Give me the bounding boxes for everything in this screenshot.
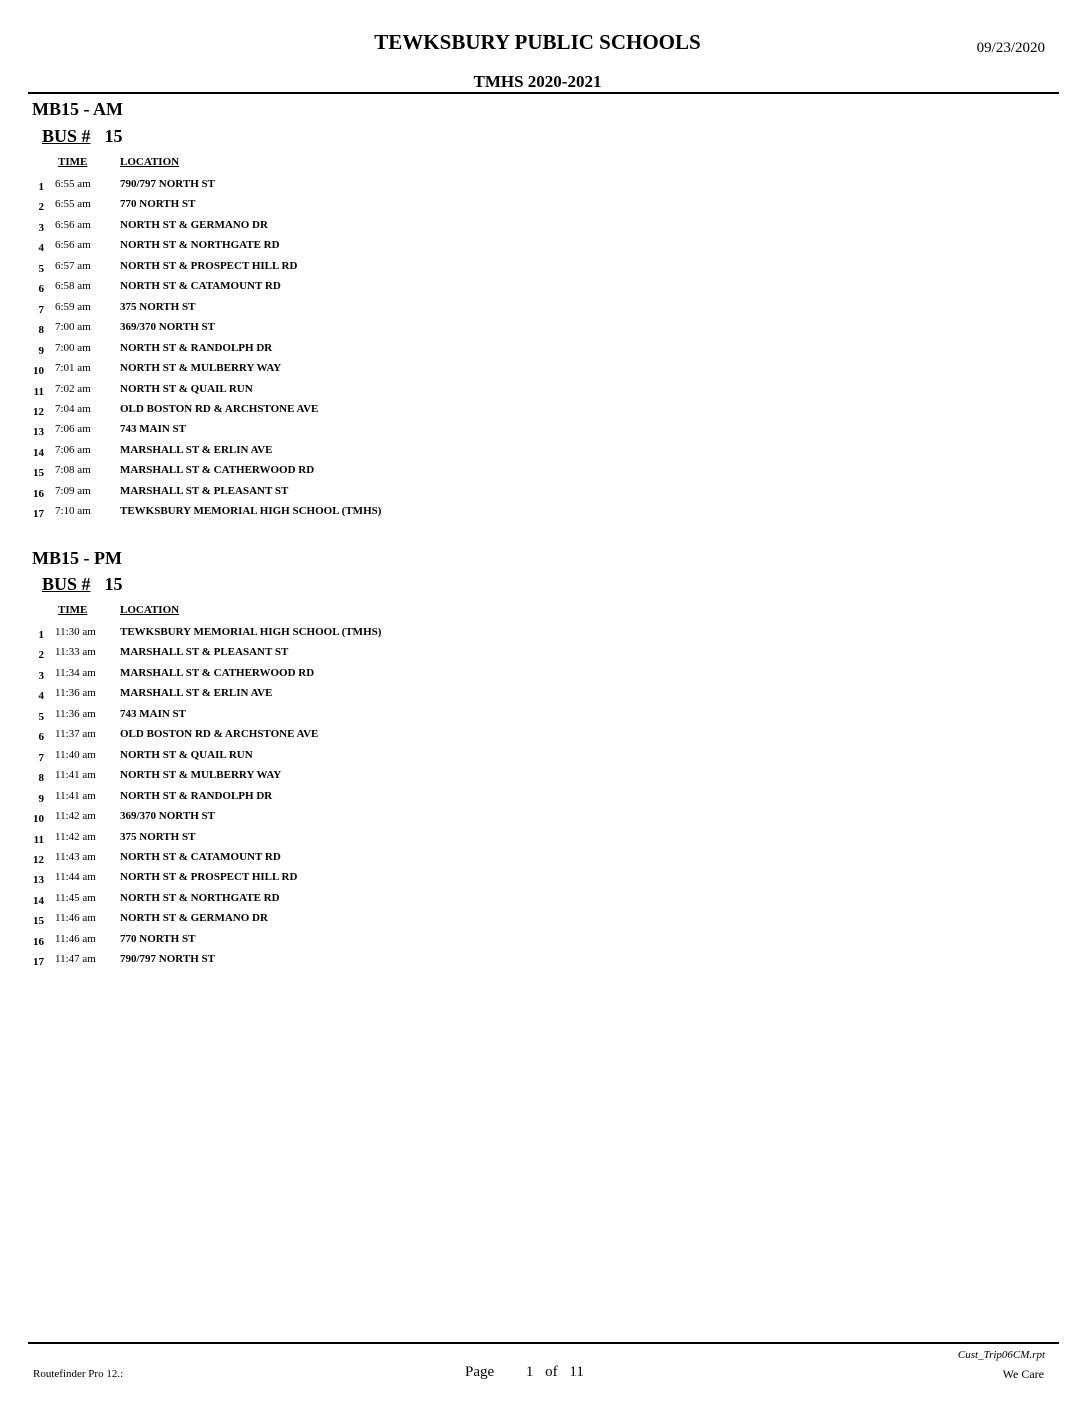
- stop-location: MARSHALL ST & PLEASANT ST: [120, 646, 289, 659]
- stop-time: 6:57 am: [55, 259, 91, 272]
- stop-row: [28, 301, 628, 321]
- stop-row: [28, 708, 628, 728]
- stop-number: 4: [38, 690, 44, 703]
- footer-tagline: We Care: [1002, 1367, 1044, 1381]
- stop-time: 6:59 am: [55, 300, 91, 313]
- stop-time: 11:42 am: [55, 830, 96, 843]
- stop-number: 1: [38, 181, 44, 193]
- footer-divider: [28, 1342, 1059, 1344]
- page-subtitle: TMHS 2020-2021: [473, 72, 602, 91]
- bus-number: 15: [104, 126, 123, 146]
- stop-number: 17: [33, 508, 44, 521]
- stop-time: 7:06 am: [55, 443, 91, 456]
- stop-number: 2: [38, 201, 44, 214]
- time-column-header: TIME: [58, 604, 88, 616]
- stop-time: 7:08 am: [55, 464, 91, 477]
- stop-row: [28, 239, 628, 259]
- stop-number: 13: [33, 426, 44, 439]
- stop-time: 11:46 am: [55, 932, 96, 945]
- stop-location: MARSHALL ST & ERLIN AVE: [120, 687, 273, 700]
- stop-number: 1: [38, 629, 44, 641]
- stop-location: 743 MAIN ST: [120, 423, 187, 436]
- stop-time: 11:45 am: [55, 891, 96, 904]
- stop-time: 7:06 am: [55, 423, 91, 436]
- stop-location: 369/370 NORTH ST: [120, 321, 215, 334]
- stop-number: 8: [38, 772, 44, 785]
- stop-time: 11:43 am: [55, 850, 96, 863]
- stop-time: 11:36 am: [55, 707, 96, 720]
- stop-number: 17: [33, 956, 44, 969]
- stop-location: 369/370 NORTH ST: [120, 810, 215, 823]
- stop-number: 6: [38, 731, 44, 744]
- stop-location: NORTH ST & MULBERRY WAY: [120, 362, 282, 375]
- stop-row: [28, 464, 628, 484]
- header-divider: [28, 92, 1059, 94]
- stop-number: 2: [38, 649, 44, 662]
- stop-number: 7: [38, 303, 44, 316]
- stop-number: 5: [38, 710, 44, 723]
- time-column-header: TIME: [58, 156, 88, 168]
- stop-time: 11:33 am: [55, 646, 96, 659]
- stop-time: 11:47 am: [55, 953, 96, 966]
- stop-number: 5: [38, 262, 44, 275]
- stop-row: [28, 219, 628, 239]
- stop-row: [28, 505, 628, 525]
- stop-time: 7:09 am: [55, 484, 91, 497]
- stop-location: NORTH ST & QUAIL RUN: [120, 748, 253, 761]
- stop-row: [28, 892, 628, 912]
- stop-number: 9: [38, 792, 44, 805]
- stop-location: NORTH ST & RANDOLPH DR: [120, 341, 273, 354]
- stop-location: 790/797 NORTH ST: [120, 953, 215, 966]
- stop-time: 11:36 am: [55, 687, 96, 700]
- stop-row: [28, 728, 628, 748]
- stop-number: 6: [38, 283, 44, 296]
- stop-number: 10: [33, 365, 44, 378]
- stop-row: [28, 280, 628, 300]
- page-of: of: [545, 1364, 558, 1380]
- stop-number: 3: [38, 669, 44, 682]
- stop-row: [28, 260, 628, 280]
- stop-location: NORTH ST & NORTHGATE RD: [120, 239, 280, 252]
- stop-number: 16: [33, 935, 44, 948]
- stop-location: NORTH ST & PROSPECT HILL RD: [120, 871, 298, 884]
- page-indicator: [465, 1364, 584, 1381]
- stop-number: 12: [33, 853, 44, 866]
- stop-time: 11:42 am: [55, 810, 96, 823]
- location-column-header: LOCATION: [120, 604, 180, 616]
- stop-location: 790/797 NORTH ST: [120, 178, 215, 190]
- stop-row: [28, 321, 628, 341]
- stop-time: 6:58 am: [55, 280, 91, 293]
- stop-location: NORTH ST & CATAMOUNT RD: [120, 850, 281, 863]
- stop-time: 6:55 am: [55, 178, 91, 190]
- stop-location: MARSHALL ST & CATHERWOOD RD: [120, 464, 315, 477]
- stop-time: 7:02 am: [55, 382, 91, 395]
- stop-number: 13: [33, 874, 44, 887]
- stop-time: 11:34 am: [55, 666, 96, 679]
- stop-location: 770 NORTH ST: [120, 198, 196, 211]
- stop-time: 6:55 am: [55, 198, 91, 211]
- stop-number: 9: [38, 344, 44, 357]
- stop-time: 6:56 am: [55, 218, 91, 231]
- stop-row: [28, 871, 628, 891]
- location-column-header: LOCATION: [120, 156, 180, 168]
- stop-row: [28, 687, 628, 707]
- stop-time: 7:00 am: [55, 341, 91, 354]
- stop-row: [28, 769, 628, 789]
- stop-number: 8: [38, 324, 44, 337]
- stop-number: 3: [38, 221, 44, 234]
- stop-row: [28, 626, 628, 646]
- stop-row: [28, 790, 628, 810]
- stop-row: [28, 810, 628, 830]
- stop-location: OLD BOSTON RD & ARCHSTONE AVE: [120, 728, 319, 741]
- stop-time: 7:00 am: [55, 321, 91, 334]
- bus-number: 15: [104, 574, 123, 594]
- stop-number: 7: [38, 751, 44, 764]
- stop-row: [28, 178, 628, 198]
- stop-time: 6:56 am: [55, 239, 91, 252]
- report-date: 09/23/2020: [976, 40, 1045, 56]
- stop-location: NORTH ST & NORTHGATE RD: [120, 891, 280, 904]
- stop-row: [28, 403, 628, 423]
- stop-location: OLD BOSTON RD & ARCHSTONE AVE: [120, 402, 319, 415]
- stop-location: NORTH ST & GERMANO DR: [120, 912, 268, 925]
- stop-row: [28, 912, 628, 932]
- route-title-am: MB15 - AM: [32, 99, 123, 119]
- stop-time: 7:10 am: [55, 505, 91, 518]
- bus-number-line-am: [42, 126, 123, 147]
- stop-row: [28, 646, 628, 666]
- stop-row: [28, 342, 628, 362]
- route-title-pm: MB15 - PM: [32, 548, 122, 568]
- stop-time: 7:04 am: [55, 402, 91, 415]
- page-label: Page: [465, 1364, 495, 1380]
- stop-row: [28, 383, 628, 403]
- stop-time: 11:37 am: [55, 728, 96, 741]
- stop-row: [28, 423, 628, 443]
- stop-row: [28, 749, 628, 769]
- stop-location: NORTH ST & RANDOLPH DR: [120, 789, 273, 802]
- software-name: Routefinder Pro 12.:: [33, 1368, 124, 1380]
- stop-number: 10: [33, 813, 44, 826]
- page-total: 11: [569, 1364, 584, 1380]
- page-current: 1: [525, 1364, 534, 1380]
- stop-time: 11:40 am: [55, 748, 96, 761]
- stop-number: 14: [33, 894, 44, 907]
- stop-location: TEWKSBURY MEMORIAL HIGH SCHOOL (TMHS): [120, 626, 382, 638]
- stop-row: [28, 198, 628, 218]
- stop-time: 11:30 am: [55, 626, 96, 638]
- stop-row: [28, 831, 628, 851]
- stop-time: 11:41 am: [55, 789, 96, 802]
- stop-row: [28, 851, 628, 871]
- report-name: Cust_Trip06CM.rpt: [957, 1349, 1045, 1361]
- stop-number: 15: [33, 915, 44, 928]
- stop-location: MARSHALL ST & PLEASANT ST: [120, 484, 289, 497]
- stop-location: MARSHALL ST & CATHERWOOD RD: [120, 666, 315, 679]
- stop-location: NORTH ST & PROSPECT HILL RD: [120, 259, 298, 272]
- stop-number: 11: [33, 833, 44, 846]
- stop-row: [28, 953, 628, 973]
- stop-number: 4: [38, 242, 44, 255]
- stop-location: NORTH ST & GERMANO DR: [120, 218, 268, 231]
- stop-row: [28, 933, 628, 953]
- bus-label: BUS #: [42, 574, 91, 594]
- stop-time: 11:46 am: [55, 912, 96, 925]
- stop-location: NORTH ST & CATAMOUNT RD: [120, 280, 281, 293]
- stop-location: 375 NORTH ST: [120, 830, 196, 843]
- stop-number: 15: [33, 467, 44, 480]
- stop-location: NORTH ST & QUAIL RUN: [120, 382, 253, 395]
- stop-location: TEWKSBURY MEMORIAL HIGH SCHOOL (TMHS): [120, 505, 382, 518]
- stop-row: [28, 485, 628, 505]
- page-title: TEWKSBURY PUBLIC SCHOOLS: [374, 30, 701, 54]
- bus-label: BUS #: [42, 126, 91, 146]
- stop-location: NORTH ST & MULBERRY WAY: [120, 769, 282, 782]
- stop-number: 11: [33, 385, 44, 398]
- stop-row: [28, 362, 628, 382]
- bus-number-line-pm: [42, 574, 123, 595]
- stop-time: 11:44 am: [55, 871, 96, 884]
- stop-number: 12: [33, 405, 44, 418]
- stop-row: [28, 667, 628, 687]
- stop-number: 16: [33, 487, 44, 500]
- stop-location: 375 NORTH ST: [120, 300, 196, 313]
- stop-location: MARSHALL ST & ERLIN AVE: [120, 443, 273, 456]
- stop-location: 743 MAIN ST: [120, 707, 187, 720]
- stop-time: 11:41 am: [55, 769, 96, 782]
- stop-number: 14: [33, 446, 44, 459]
- stop-time: 7:01 am: [55, 362, 91, 375]
- stop-location: 770 NORTH ST: [120, 932, 196, 945]
- stop-row: [28, 444, 628, 464]
